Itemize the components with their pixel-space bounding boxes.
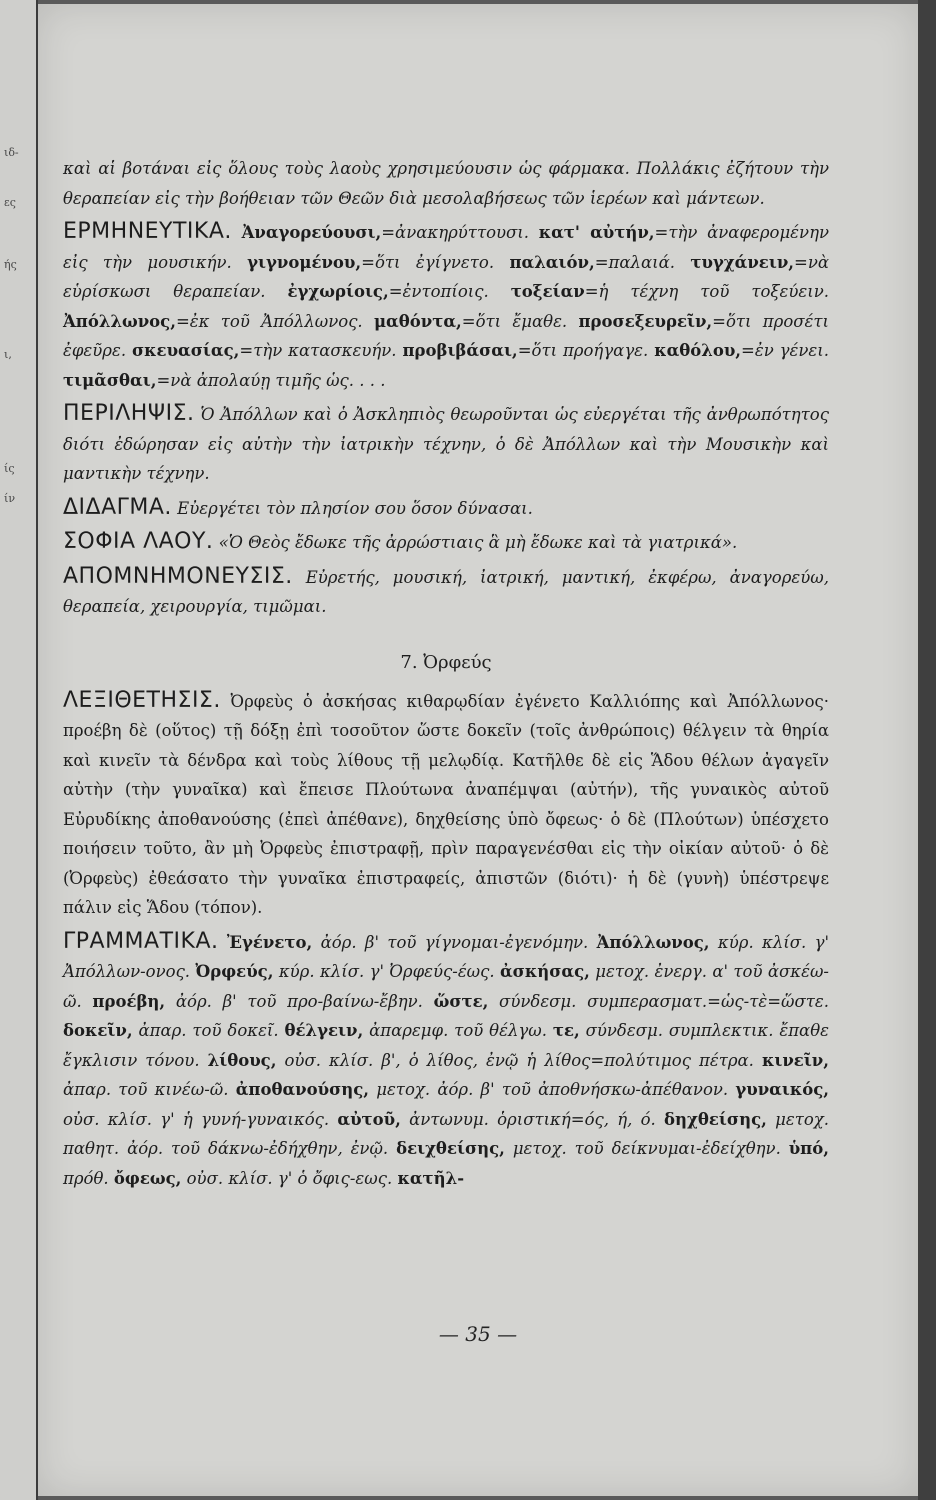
bold-term: κατῆλ- <box>397 1168 465 1188</box>
gloss-text: =ἐκ τοῦ Ἀπόλλωνος. <box>175 311 374 331</box>
gloss-text <box>232 223 242 242</box>
gloss-text: =νὰ εὑρίσκωσι θεραπείαν. <box>63 252 830 301</box>
gloss-text: ἀντωνυμ. ὁριστική=ός, ή, ό. <box>400 1109 665 1129</box>
gloss-text: =ὅτι ἐγίγνετο. <box>361 252 510 272</box>
bold-term: καθόλου, <box>654 341 742 360</box>
bold-term: τοξείαν <box>510 282 585 301</box>
bold-term: προσεξευρεῖν, <box>578 311 713 331</box>
gloss-text: =τὴν κατασκευήν. <box>239 341 403 360</box>
bold-term: Ἀπόλλωνος, <box>63 311 176 331</box>
gloss-text: =ἐν γένει. <box>741 341 829 360</box>
bold-term: Ἀναγορεύουσι, <box>241 223 382 242</box>
intro-paragraph: καὶ αἱ βοτάναι εἰς ὅλους τοὺς λαοὺς χρησιμεύουσιν ὡς φάρμακα. Πολλάκις ἐζήτουν τὴν θεραπείαν εἰς τὴν βοήθειαν τῶν Θεῶν διὰ μεσολαβήσεως τῶν ἱερέων καὶ μάντεων. <box>63 159 829 208</box>
lexithetisis-paragraph <box>63 686 829 923</box>
bold-term: ἀποθανούσης, <box>235 1080 370 1099</box>
page-body <box>63 154 829 1197</box>
gloss-text: πρόθ. <box>63 1168 114 1188</box>
page-gutter <box>918 0 936 1500</box>
gloss-text: κύρ. κλίσ. γ' Ἀπόλλων-ονος. <box>63 932 830 981</box>
perilipsi-paragraph <box>63 399 829 489</box>
didagma-paragraph <box>63 493 829 524</box>
gloss-text: μετοχ. ἀόρ. β' τοῦ ἀποθνήσκω-ἀπέθανον. <box>369 1080 736 1099</box>
bold-term: προβιβάσαι, <box>402 341 518 360</box>
bold-term: λίθους, <box>207 1050 277 1070</box>
bold-term: δηχθείσης, <box>664 1109 767 1129</box>
bold-term: Ἐγένετο, <box>226 932 313 952</box>
apomnim-text: Εὐρετής, μουσική, ἰατρική, μαντική, ἐκφέρω, ἀναγορεύω, θεραπεία, χειρουργία, τιμῶμαι. <box>63 567 829 616</box>
bold-term: γιγνομένου, <box>247 252 362 272</box>
grammatika-paragraph <box>63 927 829 1194</box>
section-heading: ΕΡΜΗΝΕΥΤΙΚΑ. <box>63 219 232 244</box>
bold-term: Ὀρφεύς, <box>195 962 274 981</box>
bold-term: τε, <box>552 1021 580 1040</box>
gloss-text: =ὅτι προήγαγε. <box>517 341 655 360</box>
page-number: — 35 — <box>438 1322 518 1346</box>
bold-term: ὥστε, <box>433 991 489 1011</box>
gloss-text: ἀόρ. β' τοῦ προ-βαίνω-ἔβην. <box>165 991 434 1011</box>
section-heading: ΛΕΞΙΘΕΤΗΣΙΣ. <box>63 687 221 713</box>
bold-term: ὄφεως, <box>113 1168 182 1188</box>
bold-term: παλαιόν, <box>509 252 595 272</box>
gloss-text: σύνδεσμ. συμπλεκτικ. ἔπαθε ἔγκλισιν τόνου. <box>63 1021 829 1070</box>
bold-term: δειχθείσης, <box>396 1139 505 1158</box>
perilipsi-text: Ὁ Ἀπόλλων καὶ ὁ Ἀσκληπιὸς θεωροῦνται ὡς εὐεργέται τῆς ἀνθρωπότητος διότι ἐδώρησαν εἰς αὐτὴν τὴν ἰατρικὴν τέχνην, ὁ δὲ Ἀπόλλων καὶ τὴν Μουσικὴν καὶ μαντικὴν τέχνην. <box>63 405 829 483</box>
bold-term: Ἀπόλλωνος, <box>596 932 710 952</box>
ermineftika-text <box>63 223 829 390</box>
sofia-text: «Ὁ Θεὸς ἔδωκε τῆς ἀρρώστιαις ἃ μὴ ἔδωκε καὶ τὰ γιατρικά». <box>213 533 738 552</box>
section-heading: ΣΟΦΙΑ ΛΑΟΥ. <box>63 529 214 554</box>
bold-term: κινεῖν, <box>761 1050 829 1070</box>
margin-fragment: ίν <box>4 492 15 505</box>
sofia-paragraph <box>63 527 829 558</box>
gloss-text: μετοχ. παθητ. ἀόρ. τοῦ δάκνω-ἐδήχθην, ἐνῷ. <box>63 1109 829 1158</box>
margin-fragment: ες <box>4 196 16 209</box>
ermineftika-paragraph <box>63 217 829 395</box>
bold-term: σκευασίας, <box>132 341 240 360</box>
gloss-text <box>218 933 226 952</box>
gloss-text: μετοχ. ἐνεργ. α' τοῦ ἀσκέω-ῶ. <box>63 962 829 1011</box>
gloss-text: =ὅτι προσέτι ἐφεῦρε. <box>63 311 830 360</box>
gloss-text: =ἀνακηρύττουσι. <box>381 223 539 242</box>
gloss-text: =παλαιά. <box>594 252 691 272</box>
margin-fragment: ής <box>4 258 17 271</box>
didagma-text: Εὐεργέτει τὸν πλησίον σου ὅσον δύνασαι. <box>171 498 533 518</box>
bold-term: τιμᾶσθαι, <box>63 370 157 390</box>
margin-fragment: ιδ- <box>4 146 19 159</box>
grammatika-text <box>63 933 829 1188</box>
bold-term: μαθόντα, <box>373 311 462 331</box>
bold-term: ὑπό, <box>788 1139 829 1158</box>
gloss-text: =τὴν ἀναφερομένην εἰς τὴν μουσικήν. <box>63 223 829 272</box>
apomnim-paragraph <box>63 562 829 622</box>
gloss-text: σύνδεσμ. συμπερασματ.=ὡς-τὲ=ὥστε. <box>488 991 829 1011</box>
section-heading: ΔΙΔΑΓΜΑ. <box>63 494 172 520</box>
bold-term: θέλγειν, <box>284 1021 364 1040</box>
section-heading: ΓΡΑΜΜΑΤΙΚΑ. <box>63 928 219 954</box>
bold-term: ἀσκήσας, <box>499 962 590 981</box>
bold-term: γυναικός, <box>735 1080 829 1099</box>
gloss-text: ἀόρ. β' τοῦ γίγνομαι-ἐγενόμην. <box>312 932 597 952</box>
gloss-text: κύρ. κλίσ. γ' Ὀρφεύς-έως. <box>273 962 500 981</box>
bold-term: αὐτοῦ, <box>337 1109 401 1129</box>
gloss-text: ἀπαρ. τοῦ δοκεῖ. <box>132 1021 285 1040</box>
section-heading: ΑΠΟΜΝΗΜΟΝΕΥΣΙΣ. <box>63 563 293 589</box>
margin-fragment: ίς <box>4 462 15 475</box>
gloss-text: =ἡ τέχνη τοῦ τοξεύειν. <box>584 282 829 301</box>
section-heading: ΠΕΡΙΛΗΨΙΣ. <box>63 401 195 426</box>
bold-term: ἐγχωρίοις, <box>287 282 389 301</box>
gloss-text: οὐσ. κλίσ. γ' ἡ γυνή-γυναικός. <box>63 1109 338 1129</box>
gloss-text: =ἐντοπίοις. <box>388 282 511 301</box>
margin-fragment: ι, <box>4 348 12 361</box>
bold-term: τυγχάνειν, <box>690 252 795 272</box>
gloss-text: οὐσ. κλίσ. β', ὁ λίθος, ἐνῷ ἡ λίθος=πολύτιμος πέτρα. <box>276 1050 762 1070</box>
previous-page-edge <box>0 0 38 1500</box>
gloss-text: =ὅτι ἔμαθε. <box>461 311 579 331</box>
chapter-title: 7. Ὀρφεύς <box>400 651 492 673</box>
gloss-text: ἀπαρ. τοῦ κινέω-ῶ. <box>63 1080 236 1099</box>
book-page <box>38 4 918 1496</box>
gloss-text: ἀπαρεμφ. τοῦ θέλγω. <box>363 1021 553 1040</box>
bold-term: δοκεῖν, <box>63 1021 133 1040</box>
bold-term: κατ' αὐτήν, <box>538 223 655 242</box>
gloss-text: =νὰ ἀπολαύῃ τιμῆς ὡς. . . . <box>156 370 386 390</box>
lexithetisis-text: Ὀρφεὺς ὁ ἀσκήσας κιθαρῳδίαν ἐγένετο Καλλιόπης καὶ Ἀπόλλωνος· προέβη δὲ (οὕτος) τῇ δόξῃ ἐπὶ τοσοῦτον ὥστε δοκεῖν (τοῖς ἀνθρώποις) θέλγειν τὰ θηρία καὶ κινεῖν τὰ δένδρα καὶ τοὺς λίθους τῇ μελῳδίᾳ. Κατῆλθε δὲ εἰς Ἅδου θέλων ἀγαγεῖν αὐτὴν (τὴν γυναῖκα) καὶ ἔπεισε Πλούτωνα ἀναπέμψαι (αὐτήν), τῆς γυναικὸς αὐτοῦ Εὐρυδίκης ἀποθανούσης (ἐπεὶ ἀπέθανε), δηχθείσης ὑπὸ ὄφεως· ὁ δὲ (Πλούτων) ὑπέσχετο ποιήσειν τοῦτο, ἂν μὴ Ὀρφεὺς ἐπιστραφῇ, πρὶν παραγενέσθαι εἰς τὴν οἰκίαν αὐτοῦ· ὁ δὲ (Ὀρφεὺς) ἐθεάσατο τὴν γυναῖκα ἐπιστραφείς, ἀπιστῶν (διότι)· ἡ δὲ (γυνὴ) ὑπέστρεψε πάλιν εἰς Ἅδου (τόπον). <box>63 691 829 917</box>
gloss-text: μετοχ. τοῦ δείκνυμαι-ἐδείχθην. <box>504 1139 789 1158</box>
bold-term: προέβη, <box>92 991 166 1011</box>
gloss-text: οὐσ. κλίσ. γ' ὁ ὄφις-εως. <box>181 1168 398 1188</box>
